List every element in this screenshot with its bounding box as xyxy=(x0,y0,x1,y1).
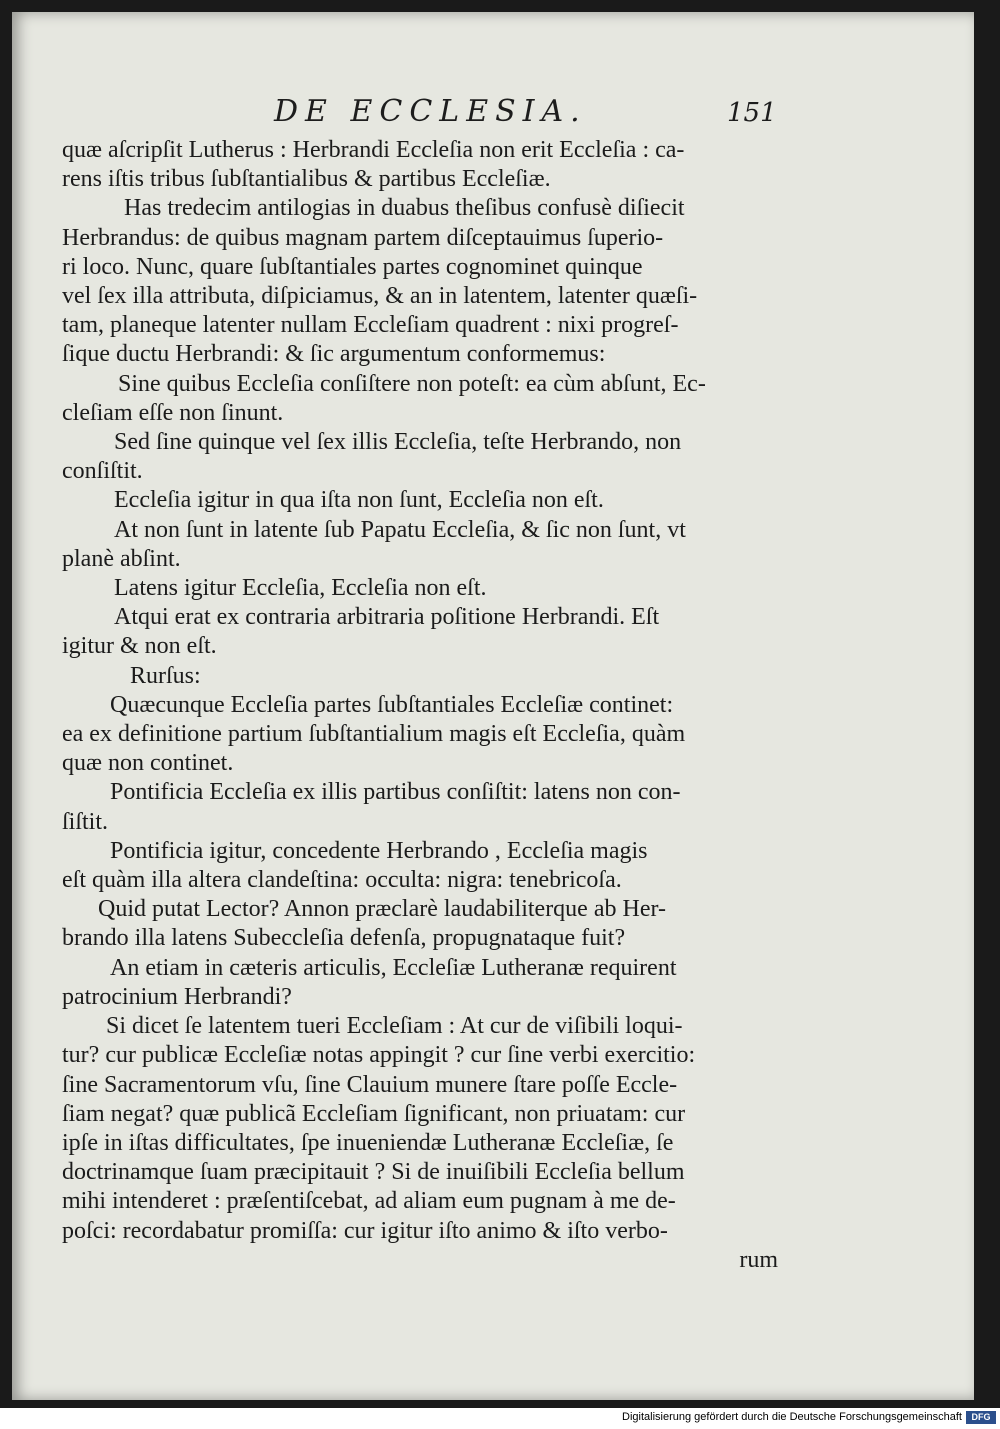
funding-credit: Digitalisierung gefördert durch die Deutsche Forschungsgemeinschaft xyxy=(622,1411,962,1423)
text-line: mihi intenderet : præſentiſcebat, ad aliam eum pugnam à me de- xyxy=(62,1188,676,1215)
text-line: ſiam negat? quæ publicã Eccleſiam ſignificant, non priuatam: cur xyxy=(62,1100,686,1127)
text-line: ri loco. Nunc, quare ſubſtantiales partes cognominet quinque xyxy=(62,253,643,280)
catchword: rum xyxy=(739,1246,778,1273)
text-line: ſine Sacramentorum vſu, ſine Clauium munere ſtare poſſe Eccle- xyxy=(62,1071,678,1098)
text-line: Quæcunque Eccleſia partes ſubſtantiales Eccleſiæ continet: xyxy=(110,691,674,718)
text-line: eſt quàm illa altera clandeſtina: occulta: nigra: tenebricoſa. xyxy=(62,867,622,894)
text-line: igitur & non eſt. xyxy=(62,633,217,660)
text-line: poſci: recordabatur promiſſa: cur igitur iſto animo & iſto verbo- xyxy=(62,1217,668,1244)
text-line: Atqui erat ex contraria arbitraria poſitione Herbrandi. Eſt xyxy=(114,604,660,631)
page-header xyxy=(12,94,974,134)
text-line: ipſe in iſtas difficultates, ſpe inueniendæ Lutheranæ Eccleſiæ, ſe xyxy=(62,1129,674,1156)
text-line: planè abſint. xyxy=(62,545,181,572)
text-line: Pontificia igitur, concedente Herbrando , Eccleſia magis xyxy=(110,837,648,864)
text-line: At non ſunt in latente ſub Papatu Eccleſia, & ſic non ſunt, vt xyxy=(114,516,686,543)
text-line: Si dicet ſe latentem tueri Eccleſiam : At cur de viſibili loqui- xyxy=(106,1013,683,1040)
body-text xyxy=(62,136,778,1275)
text-line: Sine quibus Eccleſia conſiſtere non poteſt: ea cùm abſunt, Ec- xyxy=(118,370,706,397)
text-line: Sed ſine quinque vel ſex illis Eccleſia, teſte Herbrando, non xyxy=(114,429,682,456)
text-line: Has tredecim antilogias in duabus theſibus confusè diſiecit xyxy=(124,195,685,222)
footer-bar xyxy=(0,1408,1000,1429)
text-line: quæ aſcripſit Lutherus : Herbrandi Eccleſia non erit Eccleſia : ca- xyxy=(62,137,685,163)
text-line: brando illa latens Subeccleſia defenſa, propugnataque fuit? xyxy=(62,925,626,952)
text-line: quæ non continet. xyxy=(62,750,234,777)
text-line: tur? cur publicæ Eccleſiæ notas appingit ? cur ſine verbi exercitio: xyxy=(62,1042,696,1069)
text-line: Eccleſia igitur in qua iſta non ſunt, Eccleſia non eſt. xyxy=(114,487,604,514)
text-line: rens iſtis tribus ſubſtantialibus & partibus Eccleſiæ. xyxy=(62,166,551,193)
text-line: Herbrandus: de quibus magnam partem diſceptauimus ſuperio- xyxy=(62,224,664,251)
page-number: 151 xyxy=(727,98,777,128)
text-line: An etiam in cæteris articulis, Eccleſiæ Lutheranæ requirent xyxy=(110,954,677,981)
text-line: ea ex definitione partium ſubſtantialium magis eſt Eccleſia, quàm xyxy=(62,721,686,748)
text-line: vel ſex illa attributa, diſpiciamus, & an in latentem, latenter quæſi- xyxy=(62,283,698,310)
text-line: ſiſtit. xyxy=(62,808,109,835)
text-line: Rurſus: xyxy=(130,662,201,689)
text-line: doctrinamque ſuam præcipitauit ? Si de inuiſibili Eccleſia bellum xyxy=(62,1159,685,1186)
text-line: Quid putat Lector? Annon præclarè laudabiliterque ab Her- xyxy=(98,896,666,923)
text-line: patrocinium Herbrandi? xyxy=(62,983,292,1010)
dfg-logo: DFG xyxy=(966,1411,996,1424)
text-line: tam, planeque latenter nullam Eccleſiam quadrent : nixi progreſ- xyxy=(62,312,679,339)
text-line: conſiſtit. xyxy=(62,458,143,485)
book-page xyxy=(12,12,974,1400)
text-line: Pontificia Eccleſia ex illis partibus conſiſtit: latens non con- xyxy=(110,779,681,806)
text-line: Latens igitur Eccleſia, Eccleſia non eſt. xyxy=(114,575,487,602)
running-title: DE ECCLESIA. xyxy=(274,94,587,129)
text-line: ſique ductu Herbrandi: & ſic argumentum conformemus: xyxy=(62,341,606,368)
text-line: cleſiam eſſe non ſinunt. xyxy=(62,399,284,426)
